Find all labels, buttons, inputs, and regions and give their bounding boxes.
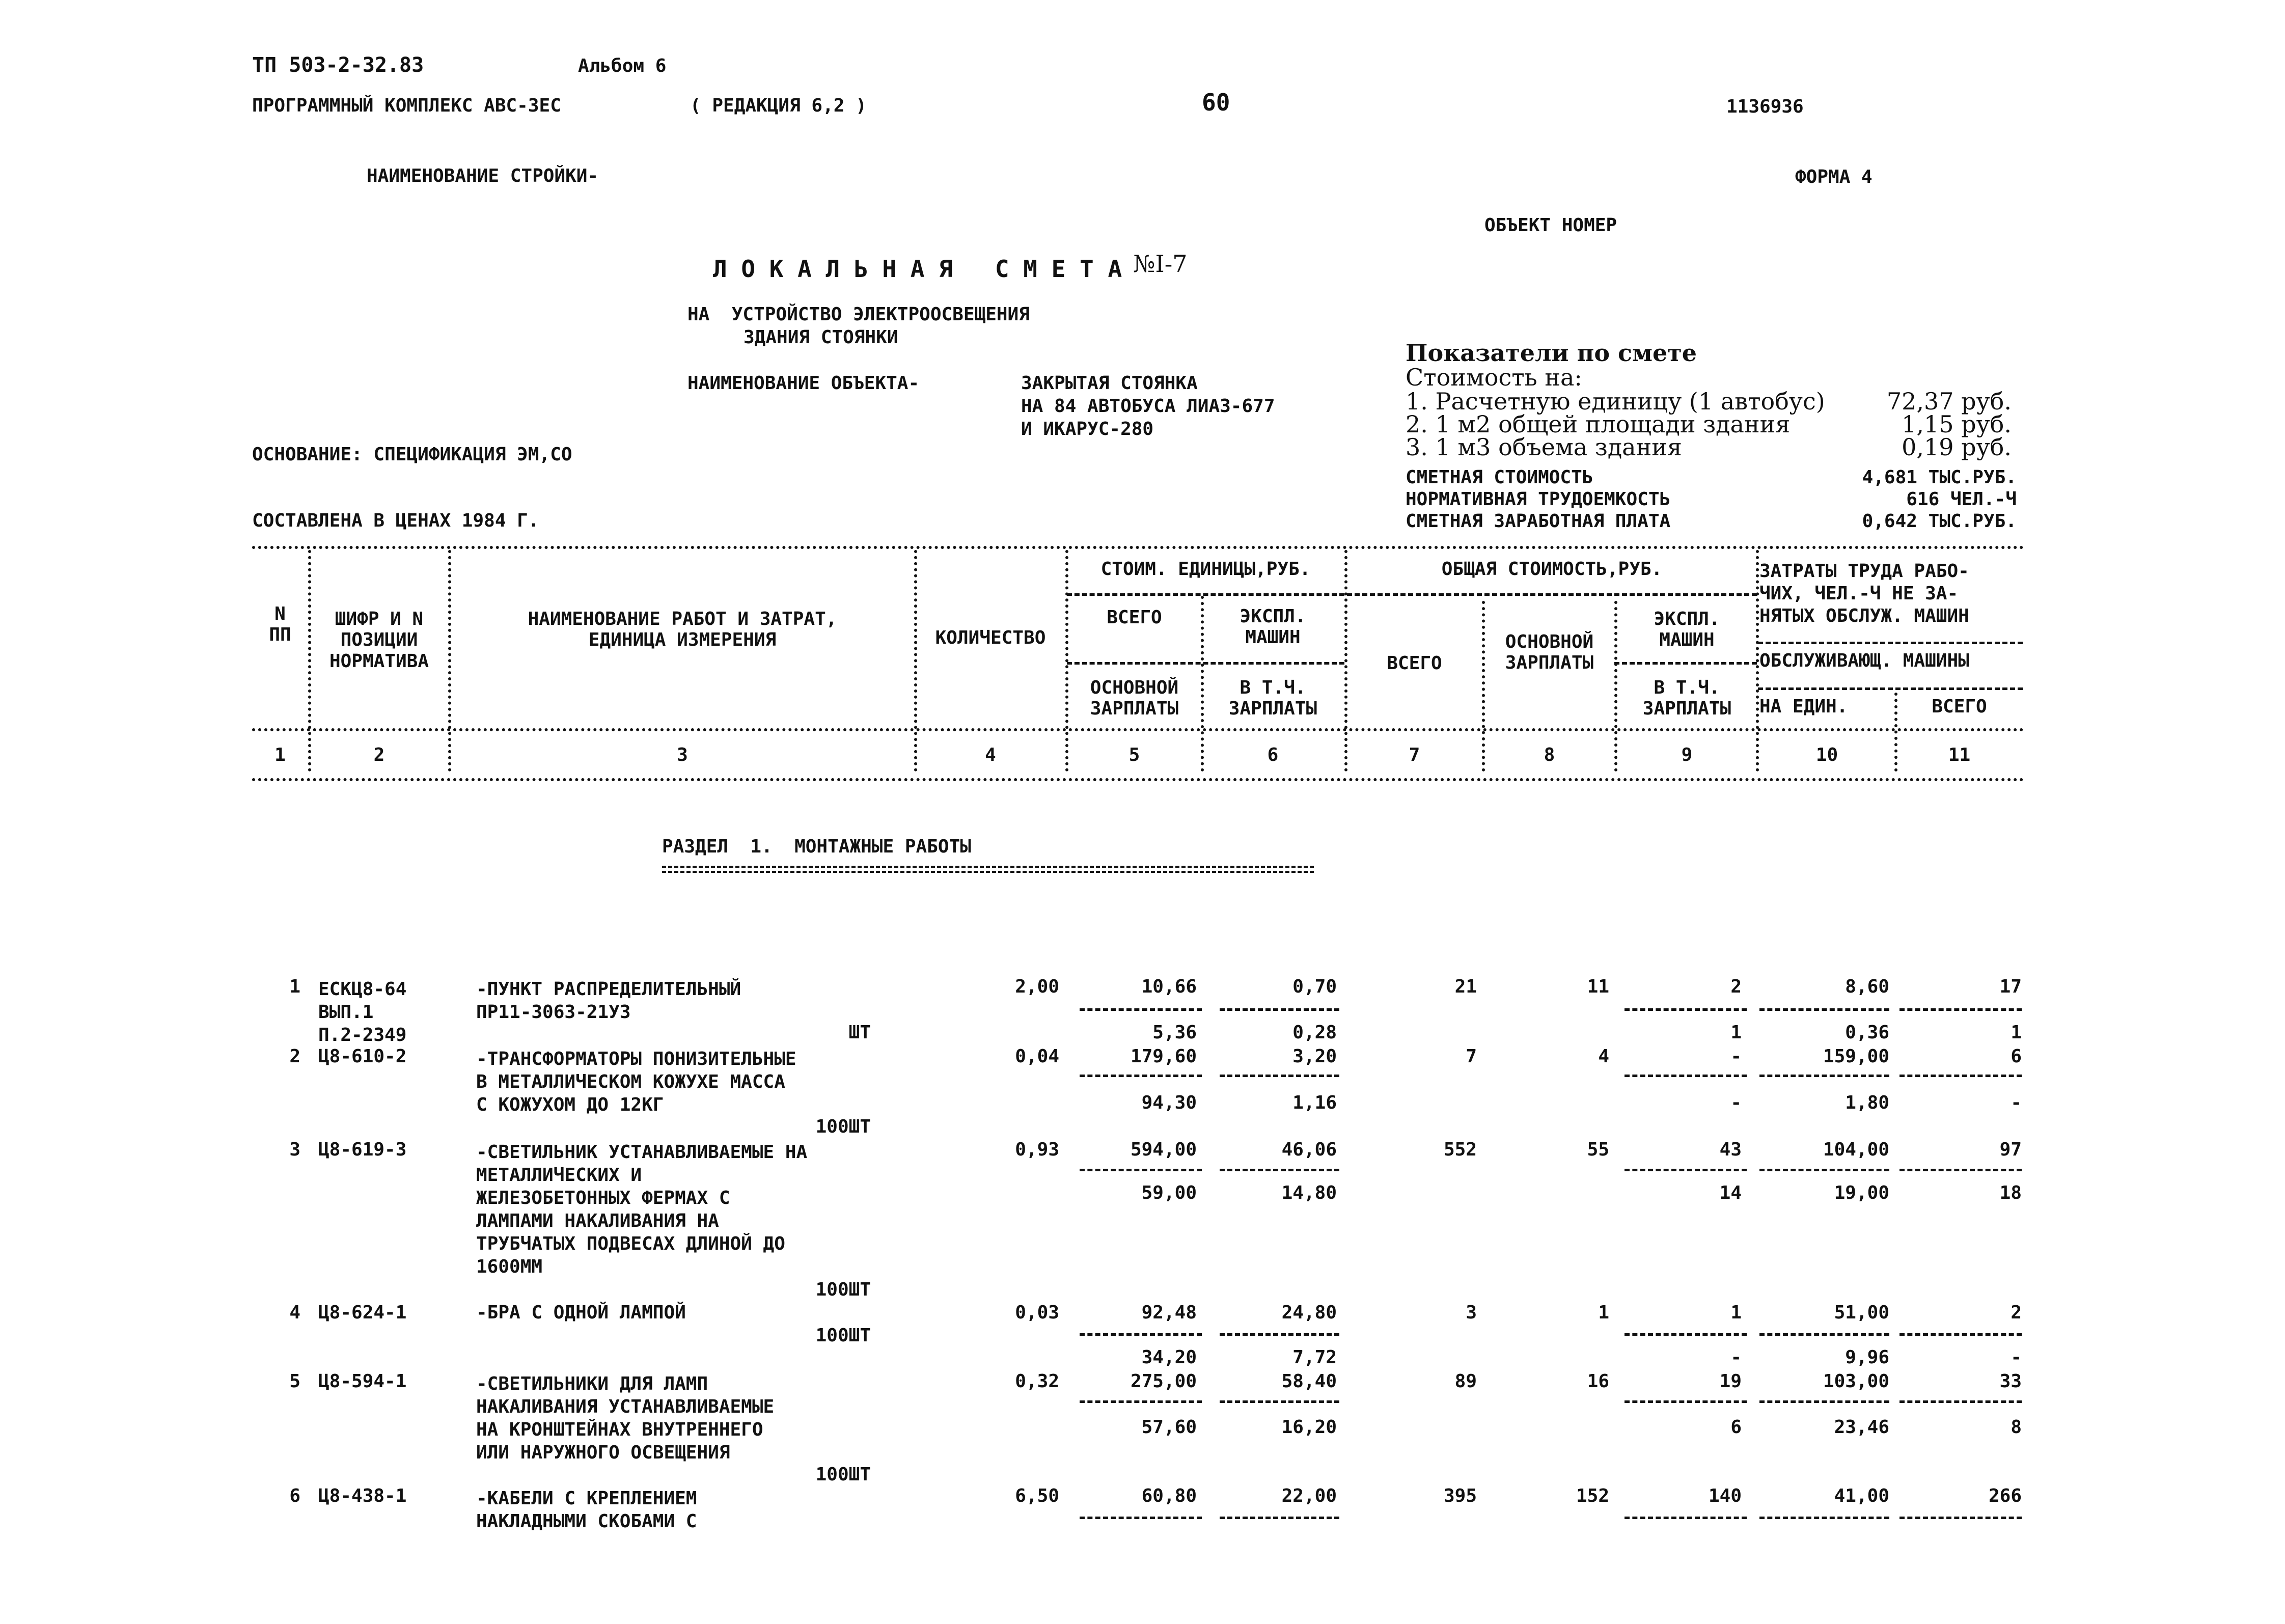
row-n: 1: [289, 976, 300, 997]
col-number: 4: [985, 745, 996, 765]
row-uc-incl: 0,28: [1292, 1022, 1337, 1043]
col-number: 11: [1948, 745, 1971, 765]
row-tc-total: 89: [1454, 1371, 1477, 1392]
row-labor-unit: 8,60: [1845, 976, 1889, 997]
indicator-3-label: 3. 1 м3 объема здания: [1406, 433, 1682, 461]
row-labor-total: 266: [1988, 1485, 2022, 1506]
col-header-uc-total: ВСЕГО: [1107, 607, 1162, 628]
row-uc-base: 5,36: [1152, 1022, 1197, 1043]
col-header-tc-incl-wage: В Т.Ч. ЗАРПЛАТЫ: [1642, 677, 1731, 720]
row-uc-machine: 3,20: [1292, 1046, 1337, 1067]
row-tc-total: 395: [1443, 1485, 1477, 1506]
row-separator: [1759, 1333, 1889, 1336]
row-name: -ТРАНСФОРМАТОРЫ ПОНИЗИТЕЛЬНЫЕ В МЕТАЛЛИЧЕСКОМ КОЖУХЕ МАССА С КОЖУХОМ ДО 12КГ: [476, 1049, 796, 1115]
col-number: 6: [1267, 745, 1279, 765]
row-unit: 100ШТ: [815, 1325, 871, 1346]
object-label: НАИМЕНОВАНИЕ ОБЪЕКТА-: [687, 373, 920, 394]
wage-label: СМЕТНАЯ ЗАРАБОТНАЯ ПЛАТА: [1406, 511, 1671, 532]
indicator-1-value: 72,37 руб.: [1886, 388, 2012, 415]
col-header-uc-machine: ЭКСПЛ. МАШИН: [1240, 606, 1306, 648]
row-labor-unit: 103,00: [1823, 1371, 1889, 1392]
row-qty: 0,32: [1015, 1371, 1059, 1392]
row-n: 5: [289, 1371, 300, 1392]
col-number: 9: [1681, 745, 1693, 765]
row-code: Ц8-438-1: [318, 1485, 407, 1506]
indicators-cost-for: Стоимость на:: [1406, 364, 1582, 391]
basis: ОСНОВАНИЕ: СПЕЦИФИКАЦИЯ ЭМ,СО: [252, 444, 572, 465]
row-uc-machine: 58,40: [1281, 1371, 1337, 1392]
object-line3: И ИКАРУС-280: [1021, 419, 1154, 439]
header-subrule: [1347, 593, 1757, 596]
row-separator: [1080, 1075, 1202, 1077]
col-header-labor-per-unit: НА ЕДИН.: [1759, 696, 1848, 717]
row-n: 2: [289, 1046, 300, 1067]
row-separator: [1220, 1333, 1339, 1336]
row-n: 6: [289, 1485, 300, 1506]
line-name-label: НАИМЕНОВАНИЕ СТРОЙКИ-: [367, 166, 599, 186]
object-line1: ЗАКРЫТАЯ СТОЯНКА: [1021, 373, 1198, 394]
subject-line1: НА УСТРОЙСТВО ЭЛЕКТРООСВЕЩЕНИЯ: [687, 304, 1030, 325]
row-separator: [1220, 1008, 1339, 1011]
row-tc-incl: 1: [1730, 1022, 1742, 1043]
col-header-tc-base-wage: ОСНОВНОЙ ЗАРПЛАТЫ: [1505, 631, 1594, 674]
row-separator: [1080, 1169, 1202, 1171]
subject-line2: ЗДАНИЯ СТОЯНКИ: [744, 327, 898, 348]
row-labor-unit2: 23,46: [1834, 1417, 1889, 1438]
row-separator: [1625, 1075, 1747, 1077]
object-number-label: ОБЪЕКТ НОМЕР: [1484, 215, 1617, 236]
row-labor-unit2: 19,00: [1834, 1182, 1889, 1203]
row-uc-base: 59,00: [1141, 1182, 1197, 1203]
indicator-1-label: 1. Расчетную единицу (1 автобус): [1406, 388, 1825, 415]
section-underline: [662, 866, 1314, 873]
row-tc-machine: 43: [1719, 1139, 1742, 1160]
row-separator: [1220, 1169, 1339, 1171]
header-subrule: [1758, 642, 2023, 644]
col-header-uc-incl-wage: В Т.Ч. ЗАРПЛАТЫ: [1228, 677, 1317, 720]
row-tc-total: 552: [1443, 1139, 1477, 1160]
row-tc-base: 152: [1576, 1485, 1609, 1506]
col-sep: [914, 550, 917, 772]
row-name: -БРА С ОДНОЙ ЛАМПОЙ: [476, 1302, 686, 1323]
indicators-heading: Показатели по смете: [1406, 339, 1697, 367]
indicator-3-value: 0,19 руб.: [1902, 433, 2012, 461]
row-uc-incl: 16,20: [1281, 1417, 1337, 1438]
row-tc-base: 4: [1598, 1046, 1609, 1067]
header-subrule: [1614, 662, 1757, 665]
row-separator: [1899, 1333, 2022, 1336]
row-labor-unit: 41,00: [1834, 1485, 1889, 1506]
row-code: Ц8-594-1: [318, 1371, 407, 1392]
col-number: 7: [1409, 745, 1420, 765]
row-uc-incl: 14,80: [1281, 1182, 1337, 1203]
row-tc-incl: 14: [1719, 1182, 1742, 1203]
row-code: Ц8-619-3: [318, 1139, 407, 1160]
col-header-tc-total: ВСЕГО: [1387, 653, 1442, 674]
row-uc-total: 594,00: [1130, 1139, 1197, 1160]
row-name: -СВЕТИЛЬНИКИ ДЛЯ ЛАМП НАКАЛИВАНИЯ УСТАНАВЛИВАЕМЫЕ НА КРОНШТЕЙНАХ ВНУТРЕННЕГО ИЛИ НАРУЖНОГО ОСВЕЩЕНИЯ: [476, 1373, 775, 1463]
col-sep: [448, 550, 451, 772]
col-sep: [1756, 550, 1759, 772]
row-labor-total: 6: [2011, 1046, 2022, 1067]
estimate-title: Л О К А Л Ь Н А Я С М Е Т А: [713, 255, 1122, 283]
row-tc-total: 7: [1466, 1046, 1477, 1067]
row-uc-total: 60,80: [1141, 1485, 1197, 1506]
col-header-labor-total: ВСЕГО: [1932, 696, 1987, 717]
row-separator: [1625, 1517, 1747, 1519]
page-number: 60: [1202, 89, 1230, 116]
row-tc-total: 21: [1454, 976, 1477, 997]
header-subrule: [1067, 662, 1344, 665]
indicator-2-value: 1,15 руб.: [1902, 410, 2012, 438]
row-separator: [1625, 1008, 1747, 1011]
col-number: 8: [1544, 745, 1555, 765]
row-code: Ц8-624-1: [318, 1302, 407, 1323]
row-separator: [1220, 1400, 1339, 1403]
row-uc-total: 179,60: [1130, 1046, 1197, 1067]
row-separator: [1899, 1400, 2022, 1403]
row-tc-incl: -: [1730, 1347, 1742, 1368]
row-separator: [1625, 1169, 1747, 1171]
object-line2: НА 84 АВТОБУСА ЛИАЗ-677: [1021, 396, 1275, 417]
row-separator: [1220, 1075, 1339, 1077]
row-separator: [1899, 1169, 2022, 1171]
row-unit: 100ШТ: [815, 1464, 871, 1485]
row-separator: [1759, 1400, 1889, 1403]
row-unit: 100ШТ: [815, 1116, 871, 1137]
header-subrule: [1067, 593, 1344, 596]
row-separator: [1759, 1517, 1889, 1519]
estimate-number: №I-7: [1133, 250, 1188, 278]
row-tc-machine: 19: [1719, 1371, 1742, 1392]
row-separator: [1080, 1008, 1202, 1011]
col-sep: [1065, 550, 1068, 772]
table-top-rule: [252, 546, 2024, 549]
row-uc-machine: 22,00: [1281, 1485, 1337, 1506]
row-separator: [1625, 1400, 1747, 1403]
labor-label: НОРМАТИВНАЯ ТРУДОЕМКОСТЬ: [1406, 489, 1671, 510]
row-name: -КАБЕЛИ С КРЕПЛЕНИЕМ НАКЛАДНЫМИ СКОБАМИ С: [476, 1488, 697, 1532]
col-sep: [308, 550, 311, 772]
col-number: 1: [274, 745, 286, 765]
row-labor-total: 33: [1999, 1371, 2022, 1392]
edition: ( РЕДАКЦИЯ 6,2 ): [690, 95, 867, 116]
row-uc-base: 34,20: [1141, 1347, 1197, 1368]
row-uc-total: 92,48: [1141, 1302, 1197, 1323]
row-uc-machine: 24,80: [1281, 1302, 1337, 1323]
row-labor-unit2: 0,36: [1845, 1022, 1889, 1043]
row-labor-total2: -: [2011, 1347, 2022, 1368]
row-separator: [1080, 1517, 1202, 1519]
row-labor-total2: -: [2011, 1092, 2022, 1113]
row-uc-machine: 46,06: [1281, 1139, 1337, 1160]
row-code: ЕСКЦ8-64 ВЫП.1 П.2-2349: [318, 979, 407, 1045]
est-cost-value: 4,681 ТЫС.РУБ.: [1862, 467, 2017, 488]
row-uc-base: 57,60: [1141, 1417, 1197, 1438]
est-cost-label: СМЕТНАЯ СТОИМОСТЬ: [1406, 467, 1593, 488]
row-labor-unit: 104,00: [1823, 1139, 1889, 1160]
row-separator: [1899, 1008, 2022, 1011]
col-header-uc-base-wage: ОСНОВНОЙ ЗАРПЛАТЫ: [1090, 677, 1179, 720]
col-header-labor-service: ОБСЛУЖИВАЮЩ. МАШИНЫ: [1759, 650, 1969, 671]
col-number: 5: [1128, 745, 1140, 765]
row-uc-total: 10,66: [1141, 976, 1197, 997]
row-labor-unit2: 1,80: [1845, 1092, 1889, 1113]
row-tc-machine: -: [1730, 1046, 1742, 1067]
doc-code: ТП 503-2-32.83: [252, 53, 424, 77]
table-numbers-bottom-rule: [252, 778, 2024, 781]
row-tc-machine: 2: [1730, 976, 1742, 997]
row-qty: 0,03: [1015, 1302, 1059, 1323]
row-separator: [1759, 1075, 1889, 1077]
col-number: 2: [373, 745, 385, 765]
col-header-n: N ПП: [269, 603, 291, 646]
row-qty: 0,04: [1015, 1046, 1059, 1067]
row-labor-total: 97: [1999, 1139, 2022, 1160]
row-separator: [1759, 1008, 1889, 1011]
row-uc-incl: 7,72: [1292, 1347, 1337, 1368]
row-separator: [1220, 1517, 1339, 1519]
row-tc-machine: 140: [1708, 1485, 1742, 1506]
row-uc-machine: 0,70: [1292, 976, 1337, 997]
col-header-unit-cost: СТОИМ. ЕДИНИЦЫ,РУБ.: [1100, 559, 1311, 580]
row-labor-unit: 51,00: [1834, 1302, 1889, 1323]
row-name: -СВЕТИЛЬНИК УСТАНАВЛИВАЕМЫЕ НА МЕТАЛЛИЧЕСКИХ И ЖЕЛЕЗОБЕТОННЫХ ФЕРМАХ С ЛАМПАМИ НАКАЛИВАНИЯ НА ТРУБЧАТЫХ ПОДВЕСАХ ДЛИНОЙ ДО 1600ММ: [476, 1142, 808, 1277]
col-header-tc-machine: ЭКСПЛ. МАШИН: [1654, 609, 1720, 651]
row-labor-unit2: 9,96: [1845, 1347, 1889, 1368]
row-name: -ПУНКТ РАСПРЕДЕЛИТЕЛЬНЫЙ ПР11-3063-21У3: [476, 979, 741, 1023]
form-label: ФОРМА 4: [1795, 167, 1873, 187]
row-tc-base: 55: [1587, 1139, 1609, 1160]
row-n: 3: [289, 1139, 300, 1160]
labor-value: 616 ЧЕЛ.-Ч: [1906, 489, 2017, 510]
archive-number: 1136936: [1726, 96, 1804, 117]
row-labor-total2: 1: [2011, 1022, 2022, 1043]
col-header-labor: ЗАТРАТЫ ТРУДА РАБО- ЧИХ, ЧЕЛ.-Ч НЕ ЗА- НЯТЫХ ОБСЛУЖ. МАШИН: [1759, 561, 1969, 626]
row-code: Ц8-610-2: [318, 1046, 407, 1067]
col-header-total-cost: ОБЩАЯ СТОИМОСТЬ,РУБ.: [1441, 559, 1663, 580]
price-basis: СОСТАВЛЕНА В ЦЕНАХ 1984 Г.: [252, 510, 539, 531]
row-separator: [1899, 1517, 2022, 1519]
row-unit: ШТ: [848, 1022, 871, 1043]
row-qty: 0,93: [1015, 1139, 1059, 1160]
row-labor-total2: 8: [2011, 1417, 2022, 1438]
row-labor-total: 2: [2011, 1302, 2022, 1323]
col-header-name: НАИМЕНОВАНИЕ РАБОТ И ЗАТРАТ, ЕДИНИЦА ИЗМЕРЕНИЯ: [528, 609, 837, 651]
row-separator: [1080, 1400, 1202, 1403]
row-separator: [1759, 1169, 1889, 1171]
row-uc-incl: 1,16: [1292, 1092, 1337, 1113]
row-n: 4: [289, 1302, 300, 1323]
indicator-2-label: 2. 1 м2 общей площади здания: [1406, 410, 1791, 438]
header-subrule: [1758, 687, 2023, 690]
row-tc-base: 16: [1587, 1371, 1609, 1392]
row-separator: [1899, 1075, 2022, 1077]
row-labor-unit: 159,00: [1823, 1046, 1889, 1067]
row-tc-incl: 6: [1730, 1417, 1742, 1438]
row-tc-incl: -: [1730, 1092, 1742, 1113]
wage-value: 0,642 ТЫС.РУБ.: [1862, 511, 2017, 532]
row-labor-total2: 18: [1999, 1182, 2022, 1203]
row-tc-total: 3: [1466, 1302, 1477, 1323]
col-header-qty: КОЛИЧЕСТВО: [935, 627, 1046, 648]
row-separator: [1080, 1333, 1202, 1336]
col-number: 3: [677, 745, 688, 765]
row-qty: 6,50: [1015, 1485, 1059, 1506]
col-number: 10: [1815, 745, 1838, 765]
row-labor-total: 17: [1999, 976, 2022, 997]
col-header-code: ШИФР И N ПОЗИЦИИ НОРМАТИВА: [329, 609, 429, 672]
section-title: РАЗДЕЛ 1. МОНТАЖНЫЕ РАБОТЫ: [662, 836, 971, 857]
album-label: Альбом 6: [578, 56, 667, 76]
row-unit: 100ШТ: [815, 1279, 871, 1300]
row-tc-machine: 1: [1730, 1302, 1742, 1323]
row-tc-base: 1: [1598, 1302, 1609, 1323]
row-qty: 2,00: [1015, 976, 1059, 997]
row-separator: [1625, 1333, 1747, 1336]
row-uc-base: 94,30: [1141, 1092, 1197, 1113]
program-name: ПРОГРАММНЫЙ КОМПЛЕКС АВС-3ЕС: [252, 95, 561, 116]
row-tc-base: 11: [1587, 976, 1609, 997]
row-uc-total: 275,00: [1130, 1371, 1197, 1392]
